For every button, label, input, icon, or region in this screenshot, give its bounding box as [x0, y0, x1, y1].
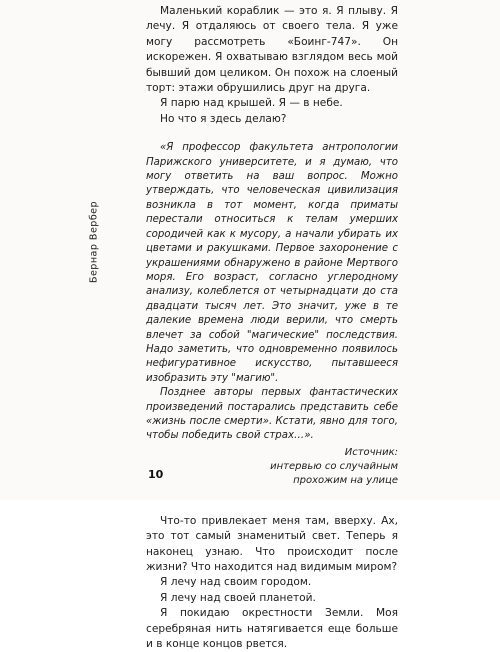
quote-source	[146, 446, 398, 488]
paragraph: Но что я здесь делаю?	[160, 112, 287, 125]
paragraph: Я покидаю окрестности Земли. Моя серебряная нить натягивается еще больше и в конце концов рвется.	[146, 607, 398, 651]
source-line: прохожим на улице	[293, 474, 398, 486]
quote-paragraph: «Я профессор факультета антропологии Парижского университете, и я думаю, что могу ответить на ваш вопрос. Можно утверждать, что человеческая цивилизация возникла в тот момент, когда приматы перестали относиться к телам умерших сородичей как к мусору, а начали убирать их цветами и ракушками. Первое захоронение с украшениями обнаружено в районе Мертвого моря. Его возраст, согласно углеродному анализу, колеблется от четырнадцати до ста двадцати тысяч лет. Это значит, уже в те далекие времена люди верили, что смерть влечет за собой "магические" последствия. Надо заметить, что одновременно появилось нефигуративное искусство, пытавшееся изобразить эту "магию".	[146, 142, 398, 384]
running-head-author: Бернар Вербер	[88, 200, 100, 284]
quote-paragraph: Позднее авторы первых фантастических произведений постарались представить себе «жизнь после смерти». Кстати, явно для того, чтобы победить свой страх…».	[146, 387, 398, 442]
paragraph: Я лечу над своей планетой.	[160, 591, 316, 604]
main-text	[146, 4, 398, 652]
source-line: интервью со случайным	[270, 460, 398, 472]
paragraph: Я парю над крышей. Я — в небе.	[160, 97, 343, 110]
source-label: Источник:	[344, 446, 398, 458]
spacer	[146, 127, 398, 141]
paragraph: Маленький кораблик — это я. Я плыву. Я лечу. Я отдаляюсь от своего тела. Я уже могу рассмотреть «Боинг-747». Он искорежен. Я охватываю взглядом весь мой бывший дом целиком. Он похож на слоеный торт: этажи обрушились друг на друга.	[146, 5, 398, 95]
spacer	[146, 488, 398, 514]
page-number: 10	[148, 468, 164, 481]
paragraph: Я лечу над своим городом.	[160, 576, 312, 589]
paragraph: Что-то привлекает меня там, вверху. Ах, это тот самый знаменитый свет. Теперь я наконец узнаю. Что происходит после жизни? Что находится над видимым миром?	[146, 514, 398, 573]
